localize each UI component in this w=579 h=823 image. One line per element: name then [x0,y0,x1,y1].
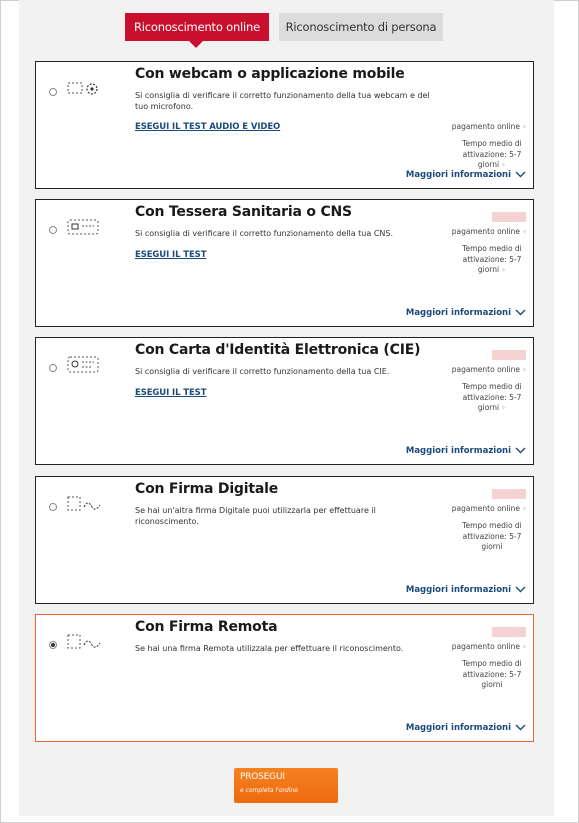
option-radio[interactable] [49,88,57,96]
price-blurred [492,350,526,360]
option-title: Con Tessera Sanitaria o CNS [135,204,352,220]
option-card-remote-signature[interactable] [35,614,534,742]
info-icon: ⁘ [501,162,507,169]
option-card-cie[interactable] [35,337,534,465]
option-card-digital-signature[interactable] [35,476,534,604]
info-icon: ⁘ [521,124,527,131]
tab-in-person-recognition[interactable]: Riconoscimento di persona [279,13,443,41]
option-card-cns[interactable] [35,199,534,327]
option-radio[interactable] [49,364,57,372]
proceed-sublabel: e completa l'ordine [240,787,298,794]
info-icon: ⁘ [501,405,507,412]
option-card-webcam[interactable] [35,61,534,189]
chevron-down-icon [515,447,526,454]
option-radio-selected[interactable] [49,641,57,649]
price-blurred [492,489,526,499]
tab-online-recognition[interactable]: Riconoscimento online [125,13,269,41]
test-cns-link[interactable]: ESEGUI IL TEST [135,250,207,260]
test-cie-link[interactable]: ESEGUI IL TEST [135,388,207,398]
activation-time: Tempo medio di attivazione: 5-7 giorni ⁘ [462,139,522,169]
content-panel [19,0,554,816]
info-icon: ⁘ [521,367,527,374]
option-radio[interactable] [49,503,57,511]
proceed-button[interactable] [234,768,338,803]
more-info-link[interactable]: Maggiori informazioni [406,170,526,180]
chevron-down-icon [515,724,526,731]
health-card-icon [66,217,102,237]
option-description: Si consiglia di verificare il corretto funzionamento della tua webcam e del tuo microfono. [135,91,430,111]
chevron-down-icon [515,171,526,178]
chevron-down-icon [515,586,526,593]
payment-label: pagamento online ⁘ [451,122,527,131]
option-description: Si consiglia di verificare il corretto funzionamento della tua CIE. [135,367,390,376]
activation-time: Tempo medio di attivazione: 5-7 giorni ⁘ [462,244,522,274]
info-icon: ⁘ [521,644,527,651]
payment-label: pagamento online ⁘ [451,642,527,651]
digital-signature-icon [66,494,102,514]
proceed-label: PROSEGUI [240,772,285,782]
option-description: Se hai un'altra firma Digitale puoi utilizzarla per effettuare il riconoscimento. [135,506,376,526]
more-info-link[interactable]: Maggiori informazioni [406,723,526,733]
price-blurred [492,212,526,222]
option-description: Se hai una firma Remota utilizzala per effettuare il riconoscimento. [135,644,404,653]
info-icon: ⁘ [501,267,507,274]
option-title: Con Carta d'Identità Elettronica (CIE) [135,342,421,358]
payment-label: pagamento online ⁘ [451,504,527,513]
price-blurred [492,627,526,637]
info-icon: ⁘ [521,506,527,513]
activation-time: Tempo medio di attivazione: 5-7 giorni [462,521,522,551]
option-description: Si consiglia di verificare il corretto funzionamento della tua CNS. [135,229,394,238]
payment-label: pagamento online ⁘ [451,227,527,236]
option-radio[interactable] [49,226,57,234]
more-info-link[interactable]: Maggiori informazioni [406,446,526,456]
option-title: Con webcam o applicazione mobile [135,66,405,82]
activation-time: Tempo medio di attivazione: 5-7 giorni [462,659,522,689]
more-info-link[interactable]: Maggiori informazioni [406,585,526,595]
activation-time: Tempo medio di attivazione: 5-7 giorni ⁘ [462,382,522,412]
remote-signature-icon [66,632,102,652]
id-card-icon [66,355,102,375]
webcam-icon [66,79,102,99]
info-icon: ⁘ [521,229,527,236]
chevron-down-icon [515,309,526,316]
option-title: Con Firma Remota [135,619,278,635]
payment-label: pagamento online ⁘ [451,365,527,374]
option-title: Con Firma Digitale [135,481,278,497]
more-info-link[interactable]: Maggiori informazioni [406,308,526,318]
test-audio-video-link[interactable]: ESEGUI IL TEST AUDIO E VIDEO [135,122,281,132]
